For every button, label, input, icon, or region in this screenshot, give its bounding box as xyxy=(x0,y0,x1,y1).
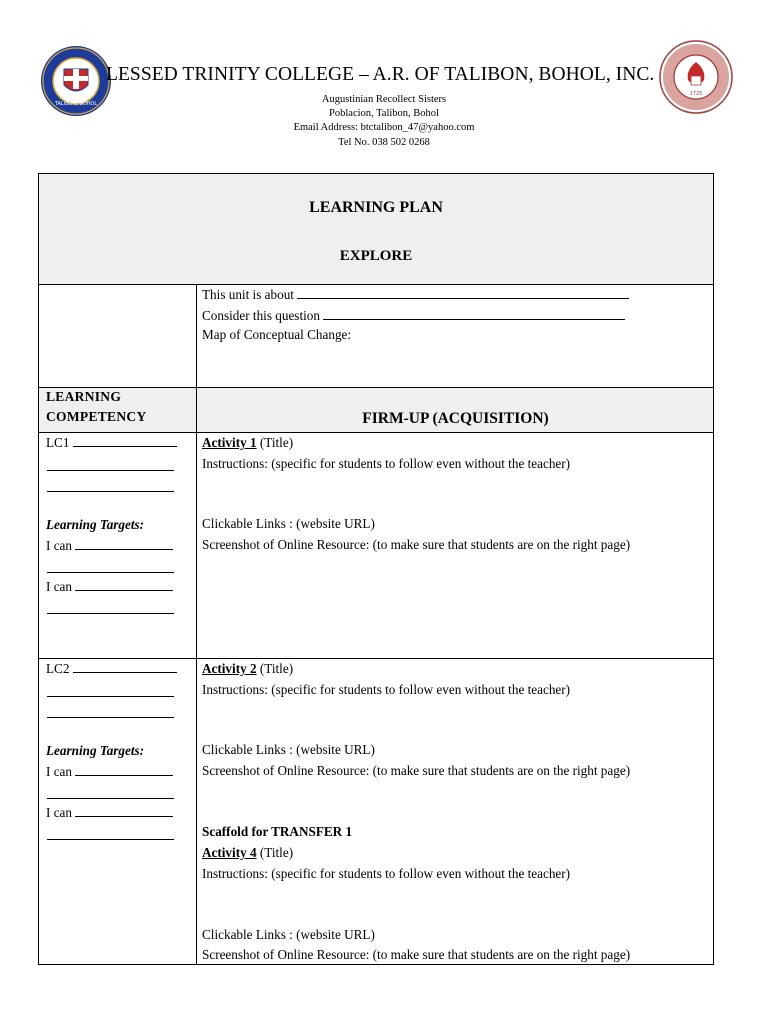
lc2-blank xyxy=(73,659,177,673)
ican-line xyxy=(46,802,173,823)
plan-title: LEARNING PLAN xyxy=(309,199,443,216)
column-divider xyxy=(196,284,197,964)
svg-text:TALIBON, BOHOL: TALIBON, BOHOL xyxy=(54,101,98,107)
activity-1-title: Activity 1 xyxy=(202,435,257,450)
unit-about-blank xyxy=(297,285,629,299)
consider-question-line xyxy=(202,305,625,326)
college-email: Email Address: btctalibon_47@yahoo.com xyxy=(293,122,475,133)
activity-2-screenshot: Screenshot of Online Resource: (to make sure that students are on the right page) xyxy=(202,763,631,778)
ican-blank xyxy=(75,577,173,591)
lc1-blank-line xyxy=(47,470,174,471)
conceptual-change-label: Map of Conceptual Change: xyxy=(202,327,352,342)
ican-label: I can xyxy=(46,764,72,779)
ican-label: I can xyxy=(46,538,72,553)
activity-1-line xyxy=(202,432,293,453)
congregation-name: Augustinian Recollect Sisters xyxy=(321,94,447,105)
activity-4-instructions: Instructions: (specific for students to follow even without the teacher) xyxy=(202,866,571,881)
learning-targets-label: Learning Targets: xyxy=(46,743,145,758)
competency-header-line-2: COMPETENCY xyxy=(46,409,147,424)
unit-about-line xyxy=(202,284,629,305)
lc2-label: LC2 xyxy=(46,661,70,676)
plan-subtitle: EXPLORE xyxy=(339,248,413,264)
lc1-label: LC1 xyxy=(46,435,70,450)
ican-line xyxy=(46,576,173,597)
lc2-blank-line xyxy=(47,696,174,697)
ican-blank xyxy=(75,803,173,817)
lc2-line xyxy=(46,658,177,679)
congregation-seal-logo xyxy=(659,40,733,114)
activity-1-links: Clickable Links : (website URL) xyxy=(202,516,375,531)
activity-1-screenshot: Screenshot of Online Resource: (to make sure that students are on the right page) xyxy=(202,537,631,552)
ican-blank xyxy=(75,536,173,550)
unit-about-label: This unit is about xyxy=(202,287,294,302)
activity-2-line xyxy=(202,658,293,679)
consider-question-label: Consider this question xyxy=(202,308,320,323)
activity-4-title: Activity 4 xyxy=(202,845,257,860)
activity-4-suffix: (Title) xyxy=(256,845,294,860)
ican-label: I can xyxy=(46,805,72,820)
ican-label: I can xyxy=(46,579,72,594)
college-telephone: Tel No. 038 502 0268 xyxy=(338,137,430,148)
ican-blank-line xyxy=(47,798,174,799)
learning-competency-header xyxy=(46,387,147,427)
ican-line xyxy=(46,761,173,782)
document-header xyxy=(0,0,768,170)
college-name: LESSED TRINITY COLLEGE – A.R. OF TALIBON, BOHOL, INC. xyxy=(106,64,655,85)
activity-2-links: Clickable Links : (website URL) xyxy=(202,742,375,757)
title-row-shade xyxy=(39,174,713,284)
lc1-line xyxy=(46,432,177,453)
competency-header-line-1: LEARNING xyxy=(46,389,122,404)
college-address: Poblacion, Talibon, Bohol xyxy=(329,108,439,119)
activity-2-suffix: (Title) xyxy=(256,661,294,676)
activity-1-instructions: Instructions: (specific for students to follow even without the teacher) xyxy=(202,456,571,471)
activity-2-title: Activity 2 xyxy=(202,661,257,676)
activity-2-instructions: Instructions: (specific for students to follow even without the teacher) xyxy=(202,682,571,697)
activity-4-links: Clickable Links : (website URL) xyxy=(202,927,375,942)
lc2-blank-line xyxy=(47,717,174,718)
ican-line xyxy=(46,535,173,556)
consider-question-blank xyxy=(323,306,625,320)
activity-1-suffix: (Title) xyxy=(256,435,294,450)
svg-text:1725: 1725 xyxy=(689,91,703,97)
firm-up-header: FIRM-UP (ACQUISITION) xyxy=(362,410,549,427)
activity-4-screenshot: Screenshot of Online Resource: (to make sure that students are on the right page) xyxy=(202,947,631,962)
ican-blank-line xyxy=(47,839,174,840)
activity-4-line xyxy=(202,842,293,863)
ican-blank xyxy=(75,762,173,776)
scaffold-transfer-label: Scaffold for TRANSFER 1 xyxy=(202,824,353,839)
learning-plan-table xyxy=(38,173,714,965)
lc1-blank xyxy=(73,433,177,447)
ican-blank-line xyxy=(47,613,174,614)
lc1-blank-line xyxy=(47,491,174,492)
ican-blank-line xyxy=(47,572,174,573)
learning-targets-label: Learning Targets: xyxy=(46,517,145,532)
